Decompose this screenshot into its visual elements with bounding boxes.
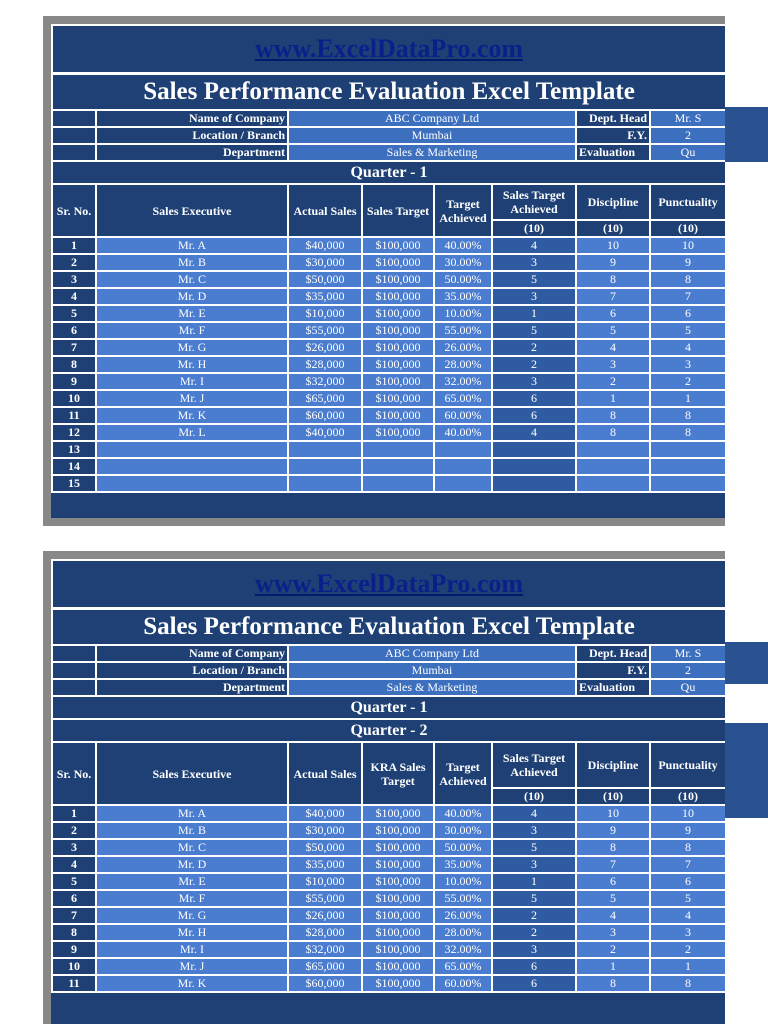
row-punctuality-score[interactable] — [650, 475, 725, 492]
row-discipline-score[interactable]: 3 — [576, 924, 650, 941]
table-row — [52, 305, 725, 322]
row-discipline-score[interactable]: 8 — [576, 839, 650, 856]
col-target-achieved: Target Achieved — [434, 742, 492, 805]
row-discipline-score[interactable]: 4 — [576, 339, 650, 356]
row-executive-name[interactable]: Mr. A — [96, 237, 288, 254]
row-sales-target[interactable]: $100,000 — [362, 407, 434, 424]
row-sales-target[interactable]: $100,000 — [362, 339, 434, 356]
col-actual-sales: Actual Sales — [288, 742, 362, 805]
table-row — [52, 237, 725, 254]
department-label: Department — [96, 144, 288, 161]
row-punctuality-score[interactable]: 8 — [650, 424, 725, 441]
row-sales-target[interactable]: $100,000 — [362, 822, 434, 839]
row-discipline-score[interactable] — [576, 441, 650, 458]
row-sr-no: 11 — [52, 407, 96, 424]
row-sr-no: 5 — [52, 873, 96, 890]
website-link[interactable]: www.ExcelDataPro.com — [52, 25, 725, 74]
row-target-achieved[interactable]: 10.00% — [434, 305, 492, 322]
row-executive-name[interactable]: Mr. D — [96, 856, 288, 873]
table-row — [52, 441, 725, 458]
row-punctuality-score[interactable]: 9 — [650, 254, 725, 271]
row-executive-name[interactable]: Mr. C — [96, 839, 288, 856]
row-sales-target-achieved[interactable]: 2 — [492, 907, 576, 924]
evaluation-label: Evaluation — [576, 679, 650, 696]
quarter-heading: Quarter - 1 — [52, 161, 725, 184]
row-sr-no: 14 — [52, 458, 96, 475]
row-discipline-score[interactable]: 9 — [576, 254, 650, 271]
col-sales-target-achieved: Sales Target Achieved — [492, 742, 576, 788]
row-sales-target[interactable]: $100,000 — [362, 254, 434, 271]
department-label: Department — [96, 679, 288, 696]
row-sr-no: 8 — [52, 924, 96, 941]
row-target-achieved[interactable]: 30.00% — [434, 254, 492, 271]
row-sales-target[interactable]: $100,000 — [362, 390, 434, 407]
row-actual-sales[interactable]: $35,000 — [288, 856, 362, 873]
row-target-achieved[interactable]: 28.00% — [434, 924, 492, 941]
location-value[interactable]: Mumbai — [288, 127, 576, 144]
table-row — [52, 475, 725, 492]
row-punctuality-score[interactable]: 1 — [650, 958, 725, 975]
row-target-achieved[interactable]: 55.00% — [434, 890, 492, 907]
row-sales-target-achieved[interactable]: 1 — [492, 305, 576, 322]
row-punctuality-score[interactable]: 1 — [650, 390, 725, 407]
row-sales-target-achieved[interactable]: 3 — [492, 822, 576, 839]
side-panel — [725, 107, 768, 162]
website-link[interactable]: www.ExcelDataPro.com — [52, 560, 725, 609]
row-actual-sales[interactable]: $30,000 — [288, 254, 362, 271]
col-punctuality: Punctuality — [650, 742, 725, 788]
col-sr-no: Sr. No. — [52, 184, 96, 237]
col-discipline: Discipline — [576, 184, 650, 220]
col-sales-executive: Sales Executive — [96, 742, 288, 805]
row-sales-target-achieved[interactable]: 4 — [492, 805, 576, 822]
company-value[interactable]: ABC Company Ltd — [288, 645, 576, 662]
row-punctuality-score[interactable]: 4 — [650, 907, 725, 924]
row-actual-sales[interactable]: $65,000 — [288, 958, 362, 975]
location-value[interactable]: Mumbai — [288, 662, 576, 679]
row-punctuality-score[interactable]: 3 — [650, 924, 725, 941]
fy-value[interactable]: 2 — [650, 662, 725, 679]
row-sales-target-achieved[interactable]: 3 — [492, 856, 576, 873]
table-row — [52, 907, 725, 924]
row-sales-target-achieved[interactable]: 2 — [492, 924, 576, 941]
row-sr-no: 4 — [52, 288, 96, 305]
row-punctuality-score[interactable]: 10 — [650, 805, 725, 822]
table-row — [52, 458, 725, 475]
row-sales-target-achieved[interactable]: 5 — [492, 271, 576, 288]
page-title: Sales Performance Evaluation Excel Template — [52, 74, 725, 111]
row-discipline-score[interactable]: 5 — [576, 890, 650, 907]
row-target-achieved[interactable]: 35.00% — [434, 856, 492, 873]
row-actual-sales[interactable]: $30,000 — [288, 822, 362, 839]
row-punctuality-score[interactable]: 2 — [650, 373, 725, 390]
row-discipline-score[interactable]: 1 — [576, 958, 650, 975]
row-actual-sales[interactable]: $32,000 — [288, 373, 362, 390]
row-actual-sales[interactable]: $28,000 — [288, 924, 362, 941]
row-sr-no: 9 — [52, 941, 96, 958]
row-sales-target[interactable]: $100,000 — [362, 958, 434, 975]
company-value[interactable]: ABC Company Ltd — [288, 110, 576, 127]
dept-head-label: Dept. Head — [576, 645, 650, 662]
row-target-achieved[interactable]: 35.00% — [434, 288, 492, 305]
col-kra-sales-target: KRA Sales Target — [362, 742, 434, 805]
row-executive-name[interactable]: Mr. A — [96, 805, 288, 822]
table-row — [52, 839, 725, 856]
table-row — [52, 322, 725, 339]
row-sales-target-achieved[interactable]: 1 — [492, 873, 576, 890]
company-label: Name of Company — [96, 110, 288, 127]
quarter-heading: Quarter - 2 — [52, 719, 725, 742]
row-sales-target-achieved[interactable]: 3 — [492, 941, 576, 958]
row-discipline-score[interactable]: 2 — [576, 373, 650, 390]
row-punctuality-score[interactable]: 6 — [650, 873, 725, 890]
max-score: (10) — [492, 788, 576, 805]
fy-label: F.Y. — [576, 662, 650, 679]
table-row — [52, 254, 725, 271]
row-actual-sales[interactable]: $35,000 — [288, 288, 362, 305]
row-sr-no: 10 — [52, 390, 96, 407]
row-executive-name[interactable]: Mr. I — [96, 941, 288, 958]
col-target-achieved: Target Achieved — [434, 184, 492, 237]
row-sales-target[interactable] — [362, 475, 434, 492]
row-discipline-score[interactable]: 8 — [576, 407, 650, 424]
quarter-heading: Quarter - 1 — [52, 696, 725, 719]
table-row — [52, 407, 725, 424]
row-executive-name[interactable]: Mr. J — [96, 958, 288, 975]
row-target-achieved[interactable]: 26.00% — [434, 907, 492, 924]
row-sr-no: 10 — [52, 958, 96, 975]
row-sales-target[interactable]: $100,000 — [362, 907, 434, 924]
row-executive-name[interactable]: Mr. L — [96, 424, 288, 441]
row-target-achieved[interactable]: 10.00% — [434, 873, 492, 890]
row-target-achieved[interactable]: 30.00% — [434, 822, 492, 839]
max-score: (10) — [576, 220, 650, 237]
row-actual-sales[interactable] — [288, 441, 362, 458]
row-discipline-score[interactable]: 10 — [576, 805, 650, 822]
table-row — [52, 941, 725, 958]
row-punctuality-score[interactable]: 4 — [650, 339, 725, 356]
row-discipline-score[interactable]: 4 — [576, 907, 650, 924]
max-score: (10) — [650, 788, 725, 805]
dept-head-value[interactable]: Mr. S — [650, 645, 725, 662]
row-sales-target-achieved[interactable]: 4 — [492, 424, 576, 441]
table-row — [52, 424, 725, 441]
location-label: Location / Branch — [96, 662, 288, 679]
row-sr-no: 3 — [52, 271, 96, 288]
location-label: Location / Branch — [96, 127, 288, 144]
row-actual-sales[interactable]: $50,000 — [288, 271, 362, 288]
row-target-achieved[interactable]: 50.00% — [434, 271, 492, 288]
row-target-achieved[interactable]: 28.00% — [434, 356, 492, 373]
row-executive-name[interactable]: Mr. F — [96, 322, 288, 339]
col-sr-no: Sr. No. — [52, 742, 96, 805]
row-executive-name[interactable] — [96, 441, 288, 458]
row-punctuality-score[interactable]: 6 — [650, 305, 725, 322]
row-executive-name[interactable]: Mr. H — [96, 924, 288, 941]
table-row — [52, 975, 725, 992]
row-sales-target[interactable]: $100,000 — [362, 237, 434, 254]
row-sales-target[interactable]: $100,000 — [362, 975, 434, 992]
table-row — [52, 873, 725, 890]
table-row — [52, 339, 725, 356]
row-sr-no: 9 — [52, 373, 96, 390]
row-punctuality-score[interactable]: 5 — [650, 322, 725, 339]
side-panel — [725, 723, 768, 818]
row-punctuality-score[interactable]: 7 — [650, 856, 725, 873]
row-punctuality-score[interactable]: 8 — [650, 839, 725, 856]
row-executive-name[interactable]: Mr. G — [96, 339, 288, 356]
row-sales-target-achieved[interactable] — [492, 441, 576, 458]
col-sales-target: Sales Target — [362, 184, 434, 237]
row-sales-target[interactable]: $100,000 — [362, 890, 434, 907]
evaluation-value[interactable]: Qu — [650, 144, 725, 161]
row-sr-no: 3 — [52, 839, 96, 856]
row-discipline-score[interactable]: 2 — [576, 941, 650, 958]
row-actual-sales[interactable]: $26,000 — [288, 339, 362, 356]
row-sr-no: 15 — [52, 475, 96, 492]
row-discipline-score[interactable]: 7 — [576, 856, 650, 873]
row-target-achieved[interactable]: 32.00% — [434, 373, 492, 390]
row-sales-target-achieved[interactable]: 6 — [492, 975, 576, 992]
fy-value[interactable]: 2 — [650, 127, 725, 144]
row-punctuality-score[interactable]: 8 — [650, 975, 725, 992]
row-sales-target-achieved[interactable]: 2 — [492, 356, 576, 373]
row-target-achieved[interactable]: 55.00% — [434, 322, 492, 339]
row-sr-no: 1 — [52, 237, 96, 254]
row-executive-name[interactable]: Mr. D — [96, 288, 288, 305]
row-target-achieved[interactable]: 60.00% — [434, 407, 492, 424]
department-value[interactable]: Sales & Marketing — [288, 144, 576, 161]
evaluation-label: Evaluation — [576, 144, 650, 161]
row-sales-target-achieved[interactable] — [492, 458, 576, 475]
row-punctuality-score[interactable]: 5 — [650, 890, 725, 907]
row-discipline-score[interactable]: 6 — [576, 305, 650, 322]
row-actual-sales[interactable]: $40,000 — [288, 424, 362, 441]
row-sales-target-achieved[interactable]: 5 — [492, 839, 576, 856]
row-sr-no: 2 — [52, 822, 96, 839]
row-target-achieved[interactable]: 65.00% — [434, 390, 492, 407]
table-row — [52, 288, 725, 305]
table-row — [52, 958, 725, 975]
row-sales-target[interactable] — [362, 458, 434, 475]
row-actual-sales[interactable]: $26,000 — [288, 907, 362, 924]
row-sales-target-achieved[interactable]: 4 — [492, 237, 576, 254]
row-sr-no: 11 — [52, 975, 96, 992]
row-sr-no: 1 — [52, 805, 96, 822]
row-punctuality-score[interactable]: 10 — [650, 237, 725, 254]
row-discipline-score[interactable]: 6 — [576, 873, 650, 890]
table-row — [52, 822, 725, 839]
row-executive-name[interactable]: Mr. K — [96, 975, 288, 992]
row-sales-target[interactable] — [362, 441, 434, 458]
row-sr-no: 5 — [52, 305, 96, 322]
table-row — [52, 356, 725, 373]
row-sales-target[interactable]: $100,000 — [362, 839, 434, 856]
row-sales-target-achieved[interactable]: 6 — [492, 407, 576, 424]
col-sales-target-achieved: Sales Target Achieved — [492, 184, 576, 220]
table-row — [52, 856, 725, 873]
row-sales-target[interactable]: $100,000 — [362, 856, 434, 873]
row-discipline-score[interactable]: 8 — [576, 424, 650, 441]
sheet-page-2 — [43, 551, 725, 1024]
col-sales-executive: Sales Executive — [96, 184, 288, 237]
row-sr-no: 13 — [52, 441, 96, 458]
row-executive-name[interactable] — [96, 475, 288, 492]
fy-label: F.Y. — [576, 127, 650, 144]
row-target-achieved[interactable] — [434, 475, 492, 492]
row-discipline-score[interactable]: 9 — [576, 822, 650, 839]
row-actual-sales[interactable] — [288, 458, 362, 475]
side-panel — [725, 642, 768, 684]
row-discipline-score[interactable]: 3 — [576, 356, 650, 373]
row-actual-sales[interactable]: $55,000 — [288, 322, 362, 339]
row-target-achieved[interactable] — [434, 441, 492, 458]
table-row — [52, 373, 725, 390]
row-actual-sales[interactable]: $50,000 — [288, 839, 362, 856]
row-actual-sales[interactable]: $28,000 — [288, 356, 362, 373]
page-title: Sales Performance Evaluation Excel Template — [52, 609, 725, 646]
row-discipline-score[interactable]: 8 — [576, 271, 650, 288]
row-sr-no: 2 — [52, 254, 96, 271]
col-discipline: Discipline — [576, 742, 650, 788]
row-punctuality-score[interactable]: 3 — [650, 356, 725, 373]
row-sales-target-achieved[interactable]: 5 — [492, 890, 576, 907]
row-target-achieved[interactable]: 65.00% — [434, 958, 492, 975]
row-sales-target[interactable]: $100,000 — [362, 924, 434, 941]
max-score: (10) — [492, 220, 576, 237]
row-discipline-score[interactable]: 5 — [576, 322, 650, 339]
row-sales-target[interactable]: $100,000 — [362, 424, 434, 441]
row-sr-no: 7 — [52, 339, 96, 356]
row-target-achieved[interactable]: 40.00% — [434, 424, 492, 441]
row-sr-no: 4 — [52, 856, 96, 873]
row-actual-sales[interactable]: $40,000 — [288, 805, 362, 822]
row-target-achieved[interactable]: 26.00% — [434, 339, 492, 356]
table-row — [52, 271, 725, 288]
row-actual-sales[interactable] — [288, 475, 362, 492]
row-sr-no: 7 — [52, 907, 96, 924]
row-sr-no: 8 — [52, 356, 96, 373]
row-sales-target-achieved[interactable]: 5 — [492, 322, 576, 339]
row-target-achieved[interactable]: 40.00% — [434, 805, 492, 822]
row-actual-sales[interactable]: $60,000 — [288, 975, 362, 992]
row-sales-target-achieved[interactable]: 6 — [492, 390, 576, 407]
row-target-achieved[interactable]: 60.00% — [434, 975, 492, 992]
row-discipline-score[interactable]: 8 — [576, 975, 650, 992]
row-executive-name[interactable]: Mr. K — [96, 407, 288, 424]
row-sales-target[interactable]: $100,000 — [362, 356, 434, 373]
row-actual-sales[interactable]: $32,000 — [288, 941, 362, 958]
row-punctuality-score[interactable]: 8 — [650, 407, 725, 424]
row-punctuality-score[interactable] — [650, 441, 725, 458]
row-actual-sales[interactable]: $10,000 — [288, 305, 362, 322]
row-sales-target[interactable]: $100,000 — [362, 271, 434, 288]
col-actual-sales: Actual Sales — [288, 184, 362, 237]
row-executive-name[interactable] — [96, 458, 288, 475]
table-row — [52, 924, 725, 941]
row-actual-sales[interactable]: $55,000 — [288, 890, 362, 907]
row-punctuality-score[interactable] — [650, 458, 725, 475]
row-target-achieved[interactable] — [434, 458, 492, 475]
row-sales-target[interactable]: $100,000 — [362, 805, 434, 822]
row-executive-name[interactable]: Mr. C — [96, 271, 288, 288]
row-punctuality-score[interactable]: 8 — [650, 271, 725, 288]
row-executive-name[interactable]: Mr. F — [96, 890, 288, 907]
row-actual-sales[interactable]: $40,000 — [288, 237, 362, 254]
row-executive-name[interactable]: Mr. E — [96, 305, 288, 322]
table-row — [52, 805, 725, 822]
row-punctuality-score[interactable]: 7 — [650, 288, 725, 305]
row-punctuality-score[interactable]: 9 — [650, 822, 725, 839]
row-sales-target-achieved[interactable] — [492, 475, 576, 492]
row-sales-target[interactable]: $100,000 — [362, 941, 434, 958]
row-sr-no: 12 — [52, 424, 96, 441]
row-actual-sales[interactable]: $65,000 — [288, 390, 362, 407]
row-discipline-score[interactable] — [576, 475, 650, 492]
row-sales-target[interactable]: $100,000 — [362, 873, 434, 890]
dept-head-value[interactable]: Mr. S — [650, 110, 725, 127]
row-sales-target[interactable]: $100,000 — [362, 305, 434, 322]
row-target-achieved[interactable]: 40.00% — [434, 237, 492, 254]
dept-head-label: Dept. Head — [576, 110, 650, 127]
sheet-page-1 — [43, 16, 725, 526]
row-target-achieved[interactable]: 50.00% — [434, 839, 492, 856]
row-executive-name[interactable]: Mr. G — [96, 907, 288, 924]
row-discipline-score[interactable] — [576, 458, 650, 475]
max-score: (10) — [576, 788, 650, 805]
row-sales-target[interactable]: $100,000 — [362, 373, 434, 390]
row-sales-target[interactable]: $100,000 — [362, 322, 434, 339]
row-discipline-score[interactable]: 7 — [576, 288, 650, 305]
table-row — [52, 890, 725, 907]
col-punctuality: Punctuality — [650, 184, 725, 220]
row-executive-name[interactable]: Mr. J — [96, 390, 288, 407]
row-executive-name[interactable]: Mr. B — [96, 254, 288, 271]
row-sales-target-achieved[interactable]: 2 — [492, 339, 576, 356]
row-sr-no: 6 — [52, 890, 96, 907]
row-sales-target[interactable]: $100,000 — [362, 288, 434, 305]
row-sr-no: 6 — [52, 322, 96, 339]
row-actual-sales[interactable]: $10,000 — [288, 873, 362, 890]
department-value[interactable]: Sales & Marketing — [288, 679, 576, 696]
row-sales-target-achieved[interactable]: 3 — [492, 373, 576, 390]
row-discipline-score[interactable]: 1 — [576, 390, 650, 407]
evaluation-value[interactable]: Qu — [650, 679, 725, 696]
row-executive-name[interactable]: Mr. E — [96, 873, 288, 890]
row-sales-target-achieved[interactable]: 3 — [492, 254, 576, 271]
row-executive-name[interactable]: Mr. I — [96, 373, 288, 390]
row-executive-name[interactable]: Mr. B — [96, 822, 288, 839]
row-discipline-score[interactable]: 10 — [576, 237, 650, 254]
row-target-achieved[interactable]: 32.00% — [434, 941, 492, 958]
row-actual-sales[interactable]: $60,000 — [288, 407, 362, 424]
row-sales-target-achieved[interactable]: 3 — [492, 288, 576, 305]
company-label: Name of Company — [96, 645, 288, 662]
evaluation-table-2 — [51, 559, 725, 993]
table-row — [52, 390, 725, 407]
row-sales-target-achieved[interactable]: 6 — [492, 958, 576, 975]
evaluation-table-1 — [51, 24, 725, 493]
row-executive-name[interactable]: Mr. H — [96, 356, 288, 373]
max-score: (10) — [650, 220, 725, 237]
row-punctuality-score[interactable]: 2 — [650, 941, 725, 958]
